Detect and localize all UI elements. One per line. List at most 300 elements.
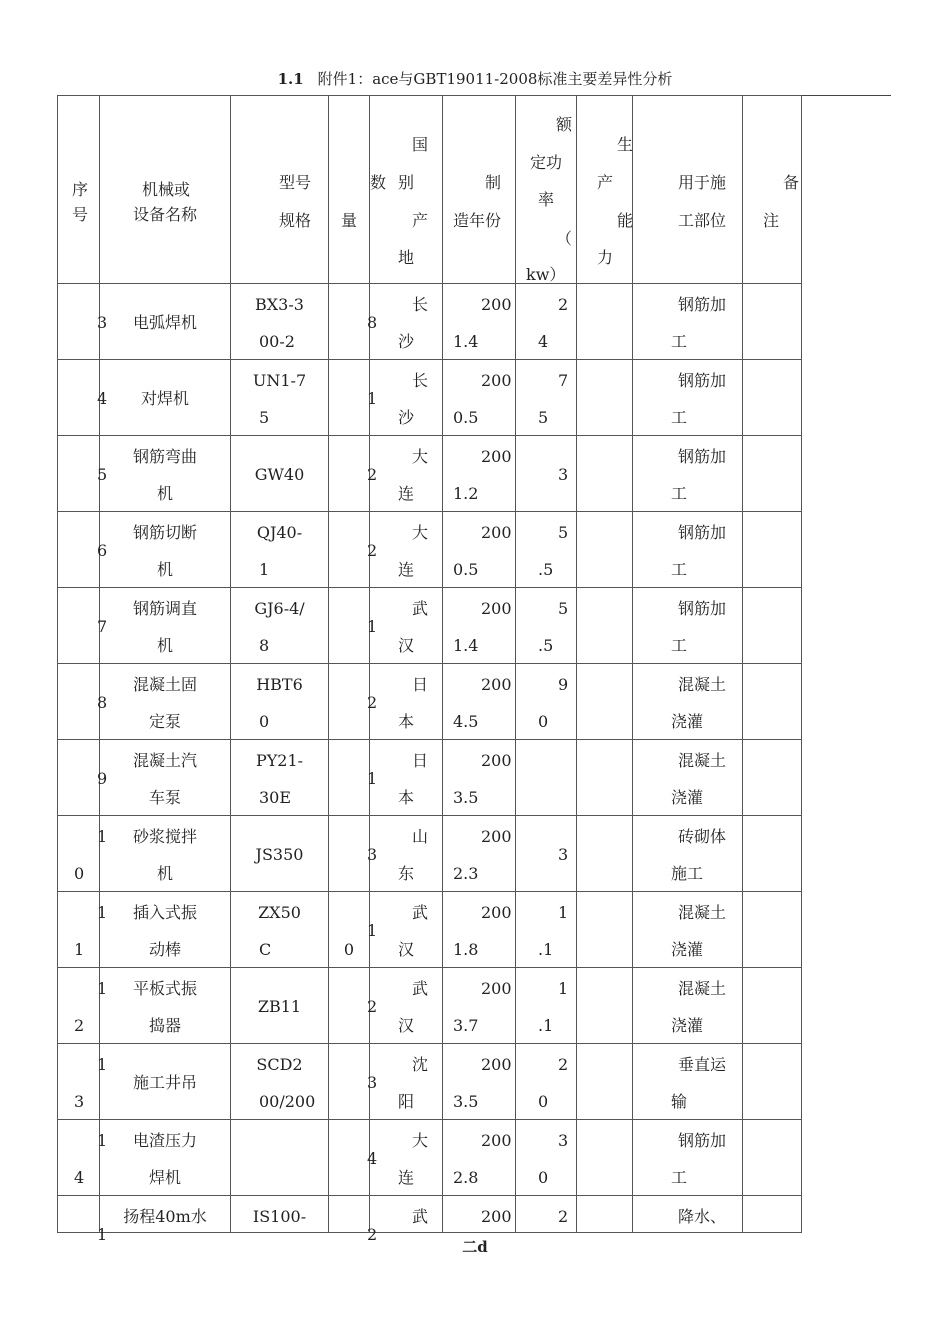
capacity-cell — [577, 1120, 633, 1196]
count-index: 2 — [367, 693, 378, 712]
origin-line-1: 长 — [412, 371, 429, 390]
count-index: 2 — [367, 1225, 378, 1244]
year-line-2: 0.5 — [453, 560, 479, 579]
usage-cell — [633, 360, 743, 436]
name-line-1: 平板式振 — [132, 979, 197, 998]
power-line-2: .5 — [538, 560, 554, 579]
usage-cell — [633, 816, 743, 892]
remark-cell — [743, 816, 802, 892]
capacity-cell — [577, 1196, 633, 1233]
count-index: 3 — [367, 845, 378, 864]
usage-line-2: 工 — [671, 636, 688, 655]
name-line-2: 定泵 — [148, 712, 181, 731]
model-line-2: 1 — [259, 560, 270, 579]
header-name: 机械或 设备名称 — [100, 96, 231, 284]
seq-index: 9 — [97, 769, 108, 788]
qty-cell — [329, 1044, 370, 1120]
count-index: 4 — [367, 1149, 378, 1168]
table-row — [58, 968, 802, 1044]
name-line-1: 插入式振 — [132, 903, 197, 922]
power-cell — [516, 1196, 577, 1233]
seq-index: 3 — [97, 313, 108, 332]
origin-line-1: 武 — [412, 979, 429, 998]
usage-line-2: 浇灌 — [671, 940, 704, 959]
year-line-1: 200 — [481, 447, 512, 466]
header-origin: 数 国 别 产 地 — [370, 96, 443, 284]
power-line-2: 0 — [538, 1092, 549, 1111]
qty-cell — [329, 512, 370, 588]
origin-cell — [367, 1120, 443, 1196]
year-line-2: 2.3 — [453, 864, 479, 883]
name-line-1: 电弧焊机 — [132, 313, 197, 332]
power-line-1: 2 — [558, 1207, 569, 1226]
year-cell — [443, 588, 516, 664]
model-cell — [231, 360, 329, 436]
origin-line-1: 大 — [412, 447, 429, 466]
origin-line-1: 大 — [412, 523, 429, 542]
capacity-cell — [577, 588, 633, 664]
usage-line-2: 浇灌 — [671, 788, 704, 807]
usage-cell — [633, 588, 743, 664]
qty-cell — [329, 1196, 370, 1233]
power-line-1: 3 — [558, 1131, 569, 1150]
seq-index: 1 — [97, 979, 108, 998]
qty-cell — [329, 284, 370, 360]
origin-line-1: 沈 — [412, 1055, 429, 1074]
origin-line-2: 汉 — [398, 636, 415, 655]
seq-index: 1 — [97, 1225, 108, 1244]
name-line-1: 钢筋调直 — [132, 599, 197, 618]
name-line-1: 混凝土固 — [132, 675, 197, 694]
year-line-2: 1.4 — [453, 332, 479, 351]
model-cell — [231, 664, 329, 740]
capacity-cell — [577, 360, 633, 436]
year-line-1: 200 — [481, 979, 512, 998]
model-cell — [231, 512, 329, 588]
year-line-2: 2.8 — [453, 1168, 479, 1187]
power-cell — [516, 664, 577, 740]
name-cell — [97, 588, 231, 664]
usage-line-2: 工 — [671, 332, 688, 351]
table-header-row — [58, 96, 802, 284]
origin-line-2: 沙 — [398, 408, 415, 427]
power-line-1: 1 — [558, 979, 569, 998]
model-cell — [231, 968, 329, 1044]
seq-cell — [58, 816, 100, 892]
origin-cell — [367, 512, 443, 588]
power-cell — [516, 284, 577, 360]
remark-cell — [743, 436, 802, 512]
origin-cell — [367, 664, 443, 740]
origin-cell — [367, 1196, 443, 1244]
usage-line-1: 混凝土 — [678, 903, 727, 922]
usage-line-2: 施工 — [671, 864, 704, 883]
name-line-2: 动棒 — [148, 940, 181, 959]
origin-line-1: 大 — [412, 1131, 429, 1150]
origin-line-2: 汉 — [398, 1016, 415, 1035]
usage-cell — [633, 436, 743, 512]
table-row — [58, 1196, 802, 1233]
power-line-1: 2 — [558, 1055, 569, 1074]
seq-index: 1 — [97, 1055, 108, 1074]
seq-cell — [58, 968, 100, 1044]
seq-cell — [58, 360, 100, 436]
year-cell — [443, 740, 516, 816]
capacity-cell — [577, 664, 633, 740]
power-line-2: 0 — [538, 712, 549, 731]
year-line-1: 200 — [481, 295, 512, 314]
title-number: 1.1 — [277, 70, 304, 88]
year-line-2: 3.5 — [453, 788, 479, 807]
count-index: 1 — [367, 617, 378, 636]
model-line-1: UN1-7 — [252, 371, 307, 390]
year-cell — [443, 1044, 516, 1120]
header-year: 制 造年份 — [443, 96, 516, 284]
name-line-1: 施工井吊 — [132, 1073, 197, 1092]
name-line-2: 机 — [156, 636, 173, 655]
power-line-2: .5 — [538, 636, 554, 655]
model-line-1: ZX50 — [258, 903, 301, 922]
table-row — [58, 1044, 802, 1120]
model-line-1: HBT6 — [256, 675, 303, 694]
power-cell — [516, 740, 577, 816]
power-cell — [516, 892, 577, 968]
name-line-1: 电渣压力 — [132, 1131, 197, 1150]
qty-cell — [329, 1120, 370, 1196]
count-index: 3 — [367, 1073, 378, 1092]
seq-digit: 0 — [74, 864, 85, 883]
year-line-1: 200 — [481, 751, 512, 770]
equipment-table — [57, 95, 802, 1244]
name-line-2: 机 — [156, 484, 173, 503]
model-line-2: 5 — [259, 408, 270, 427]
power-line-1: 3 — [558, 465, 569, 484]
year-line-1: 200 — [481, 903, 512, 922]
count-index: 2 — [367, 465, 378, 484]
header-qty: 量 — [329, 96, 370, 284]
origin-cell — [367, 892, 443, 968]
year-cell — [443, 1120, 516, 1196]
year-cell — [443, 968, 516, 1044]
name-cell — [97, 436, 231, 512]
year-line-1: 200 — [481, 675, 512, 694]
year-cell — [443, 360, 516, 436]
power-line-2: 0 — [538, 1168, 549, 1187]
usage-cell — [633, 1044, 743, 1120]
seq-digit: 4 — [74, 1168, 85, 1187]
capacity-cell — [577, 1044, 633, 1120]
header-power: 额 定功 率 （ kw） — [516, 96, 577, 284]
origin-cell — [367, 968, 443, 1044]
power-line-1: 5 — [558, 599, 569, 618]
usage-line-2: 工 — [671, 560, 688, 579]
name-cell — [97, 664, 231, 740]
model-cell — [231, 740, 329, 816]
origin-line-1: 武 — [412, 599, 429, 618]
table-row — [58, 360, 802, 436]
qty-value: 0 — [343, 940, 355, 959]
remark-cell — [743, 740, 802, 816]
table-row — [58, 284, 802, 360]
table-row — [58, 892, 802, 968]
model-line-1: ZB11 — [257, 997, 302, 1016]
seq-index: 1 — [97, 827, 108, 846]
count-index: 2 — [367, 541, 378, 560]
usage-line-2: 浇灌 — [671, 1016, 704, 1035]
model-cell — [231, 1120, 329, 1196]
name-line-2: 车泵 — [148, 788, 181, 807]
header-capacity: 生 产 能 力 — [577, 96, 633, 284]
year-line-1: 200 — [481, 523, 512, 542]
name-cell — [97, 892, 231, 968]
remark-cell — [743, 1120, 802, 1196]
usage-cell — [633, 740, 743, 816]
name-line-2: 焊机 — [148, 1168, 181, 1187]
model-line-1: IS100- — [252, 1207, 307, 1226]
name-line-1: 砂浆搅拌 — [132, 827, 197, 846]
usage-line-1: 钢筋加 — [678, 1131, 727, 1150]
usage-line-1: 降水、 — [678, 1207, 727, 1226]
usage-cell — [633, 968, 743, 1044]
year-line-2: 1.8 — [453, 940, 479, 959]
seq-cell — [58, 1196, 100, 1233]
table-row — [58, 588, 802, 664]
name-cell — [97, 816, 231, 892]
count-index: 1 — [367, 389, 378, 408]
usage-cell — [633, 1120, 743, 1196]
seq-cell — [58, 588, 100, 664]
usage-line-1: 钢筋加 — [678, 447, 727, 466]
year-line-2: 4.5 — [453, 712, 479, 731]
usage-line-2: 工 — [671, 1168, 688, 1187]
usage-line-2: 输 — [671, 1092, 688, 1111]
origin-line-1: 日 — [412, 675, 429, 694]
seq-index: 6 — [97, 541, 108, 560]
model-line-1: BX3-3 — [255, 295, 304, 314]
year-line-2: 3.7 — [453, 1016, 479, 1035]
origin-cell — [367, 1044, 443, 1120]
remark-cell — [743, 892, 802, 968]
power-line-2: 5 — [538, 408, 549, 427]
power-line-1: 1 — [558, 903, 569, 922]
model-line-2: 8 — [259, 636, 270, 655]
seq-cell — [58, 284, 100, 360]
origin-line-2: 连 — [398, 484, 415, 503]
origin-line-2: 阳 — [398, 1092, 415, 1111]
origin-line-2: 东 — [398, 864, 415, 883]
name-line-2: 机 — [156, 864, 173, 883]
year-line-1: 200 — [481, 1207, 512, 1226]
origin-cell — [367, 816, 443, 892]
capacity-cell — [577, 436, 633, 512]
capacity-cell — [577, 968, 633, 1044]
count-index: 1 — [367, 769, 378, 788]
year-cell — [443, 664, 516, 740]
remark-cell — [743, 968, 802, 1044]
year-line-1: 200 — [481, 1131, 512, 1150]
origin-line-1: 山 — [412, 827, 429, 846]
name-cell — [97, 740, 231, 816]
seq-cell — [58, 512, 100, 588]
year-line-1: 200 — [481, 1055, 512, 1074]
power-line-1: 2 — [558, 295, 569, 314]
origin-cell — [367, 360, 443, 436]
power-line-2: 4 — [538, 332, 549, 351]
usage-line-1: 钢筋加 — [678, 295, 727, 314]
seq-index: 8 — [97, 693, 108, 712]
origin-line-1: 武 — [412, 903, 429, 922]
origin-line-2: 本 — [398, 788, 415, 807]
model-cell — [231, 436, 329, 512]
seq-cell — [58, 436, 100, 512]
year-cell — [443, 512, 516, 588]
usage-cell — [633, 892, 743, 968]
name-line-1: 对焊机 — [140, 389, 189, 408]
qty-cell — [329, 664, 370, 740]
seq-digit: 3 — [74, 1092, 85, 1111]
name-cell — [97, 284, 231, 360]
model-line-1: GJ6-4/ — [254, 599, 305, 618]
count-index: 1 — [367, 921, 378, 940]
header-seq: 序 号 — [58, 96, 100, 284]
remark-cell — [743, 1196, 802, 1233]
page-footer: 二d — [462, 1238, 488, 1256]
qty-cell — [329, 740, 370, 816]
power-line-2: .1 — [538, 940, 554, 959]
qty-cell — [329, 588, 370, 664]
year-line-1: 200 — [481, 371, 512, 390]
seq-digit: 1 — [74, 940, 85, 959]
page-title — [0, 68, 950, 89]
capacity-cell — [577, 284, 633, 360]
usage-cell — [633, 664, 743, 740]
origin-line-2: 连 — [398, 1168, 415, 1187]
count-index: 8 — [367, 313, 378, 332]
qty-cell — [329, 892, 370, 968]
usage-line-2: 工 — [671, 408, 688, 427]
origin-line-2: 连 — [398, 560, 415, 579]
power-line-1: 5 — [558, 523, 569, 542]
model-line-2: 00-2 — [259, 332, 295, 351]
table-row — [58, 816, 802, 892]
capacity-cell — [577, 512, 633, 588]
origin-cell — [367, 740, 443, 816]
seq-cell — [58, 664, 100, 740]
count-index: 2 — [367, 997, 378, 1016]
model-line-1: PY21- — [255, 751, 304, 770]
header-model: 型号 规格 — [231, 96, 329, 284]
power-line-1: 3 — [558, 845, 569, 864]
seq-index: 5 — [97, 465, 108, 484]
table-row — [58, 740, 802, 816]
power-line-1: 9 — [558, 675, 569, 694]
model-line-1: SCD2 — [256, 1055, 303, 1074]
table-row — [58, 512, 802, 588]
origin-line-1: 日 — [412, 751, 429, 770]
year-line-1: 200 — [481, 827, 512, 846]
power-cell — [516, 588, 577, 664]
model-line-1: QJ40- — [256, 523, 303, 542]
model-line-2: 00/200 — [259, 1092, 316, 1111]
header-usage: 用于施 工部位 — [633, 96, 743, 284]
qty-cell — [329, 968, 370, 1044]
power-line-2: .1 — [538, 1016, 554, 1035]
power-cell — [516, 816, 577, 892]
seq-cell — [58, 892, 100, 968]
usage-cell — [633, 512, 743, 588]
year-line-2: 1.4 — [453, 636, 479, 655]
origin-line-2: 沙 — [398, 332, 415, 351]
model-cell — [231, 1196, 329, 1233]
seq-cell — [58, 1120, 100, 1196]
qty-cell — [329, 360, 370, 436]
seq-index: 4 — [97, 389, 108, 408]
remark-cell — [743, 1044, 802, 1120]
power-cell — [516, 512, 577, 588]
model-line-2: 30E — [259, 788, 292, 807]
seq-index: 1 — [97, 1131, 108, 1150]
table-row — [58, 1120, 802, 1196]
year-line-2: 1.2 — [453, 484, 479, 503]
capacity-cell — [577, 816, 633, 892]
name-cell — [97, 1120, 231, 1196]
usage-line-1: 钢筋加 — [678, 523, 727, 542]
year-line-1: 200 — [481, 599, 512, 618]
name-line-1: 钢筋弯曲 — [132, 447, 197, 466]
seq-cell — [58, 1044, 100, 1120]
name-cell — [97, 360, 231, 436]
year-cell — [443, 1196, 516, 1233]
usage-line-2: 浇灌 — [671, 712, 704, 731]
year-line-2: 3.5 — [453, 1092, 479, 1111]
power-line-1: 7 — [558, 371, 569, 390]
origin-line-2: 汉 — [398, 940, 415, 959]
name-line-2: 捣器 — [148, 1016, 181, 1035]
name-line-1: 钢筋切断 — [132, 523, 197, 542]
usage-line-1: 钢筋加 — [678, 371, 727, 390]
remark-cell — [743, 512, 802, 588]
remark-cell — [743, 664, 802, 740]
title-text: 附件1：ace与GBT19011-2008标准主要差异性分析 — [317, 70, 673, 88]
seq-digit: 2 — [74, 1016, 85, 1035]
usage-line-1: 混凝土 — [678, 979, 727, 998]
model-line-2: C — [259, 940, 272, 959]
name-cell — [97, 968, 231, 1044]
usage-line-1: 垂直运 — [678, 1055, 727, 1074]
origin-line-1: 长 — [412, 295, 429, 314]
usage-line-1: 钢筋加 — [678, 599, 727, 618]
name-cell — [97, 1044, 231, 1120]
power-cell — [516, 968, 577, 1044]
origin-cell — [367, 284, 443, 360]
remark-cell — [743, 588, 802, 664]
seq-index: 7 — [97, 617, 108, 636]
qty-cell — [329, 436, 370, 512]
model-line-2: 0 — [259, 712, 270, 731]
table-row — [58, 664, 802, 740]
name-line-1: 扬程40m水 — [123, 1207, 207, 1226]
origin-line-2: 本 — [398, 712, 415, 731]
name-line-2: 机 — [156, 560, 173, 579]
model-line-1: GW40 — [254, 465, 305, 484]
model-cell — [231, 588, 329, 664]
usage-line-1: 砖砌体 — [678, 827, 727, 846]
usage-line-2: 工 — [671, 484, 688, 503]
table-row — [58, 436, 802, 512]
year-cell — [443, 816, 516, 892]
header-remark: 备 注 — [743, 96, 802, 284]
model-cell — [231, 1044, 329, 1120]
